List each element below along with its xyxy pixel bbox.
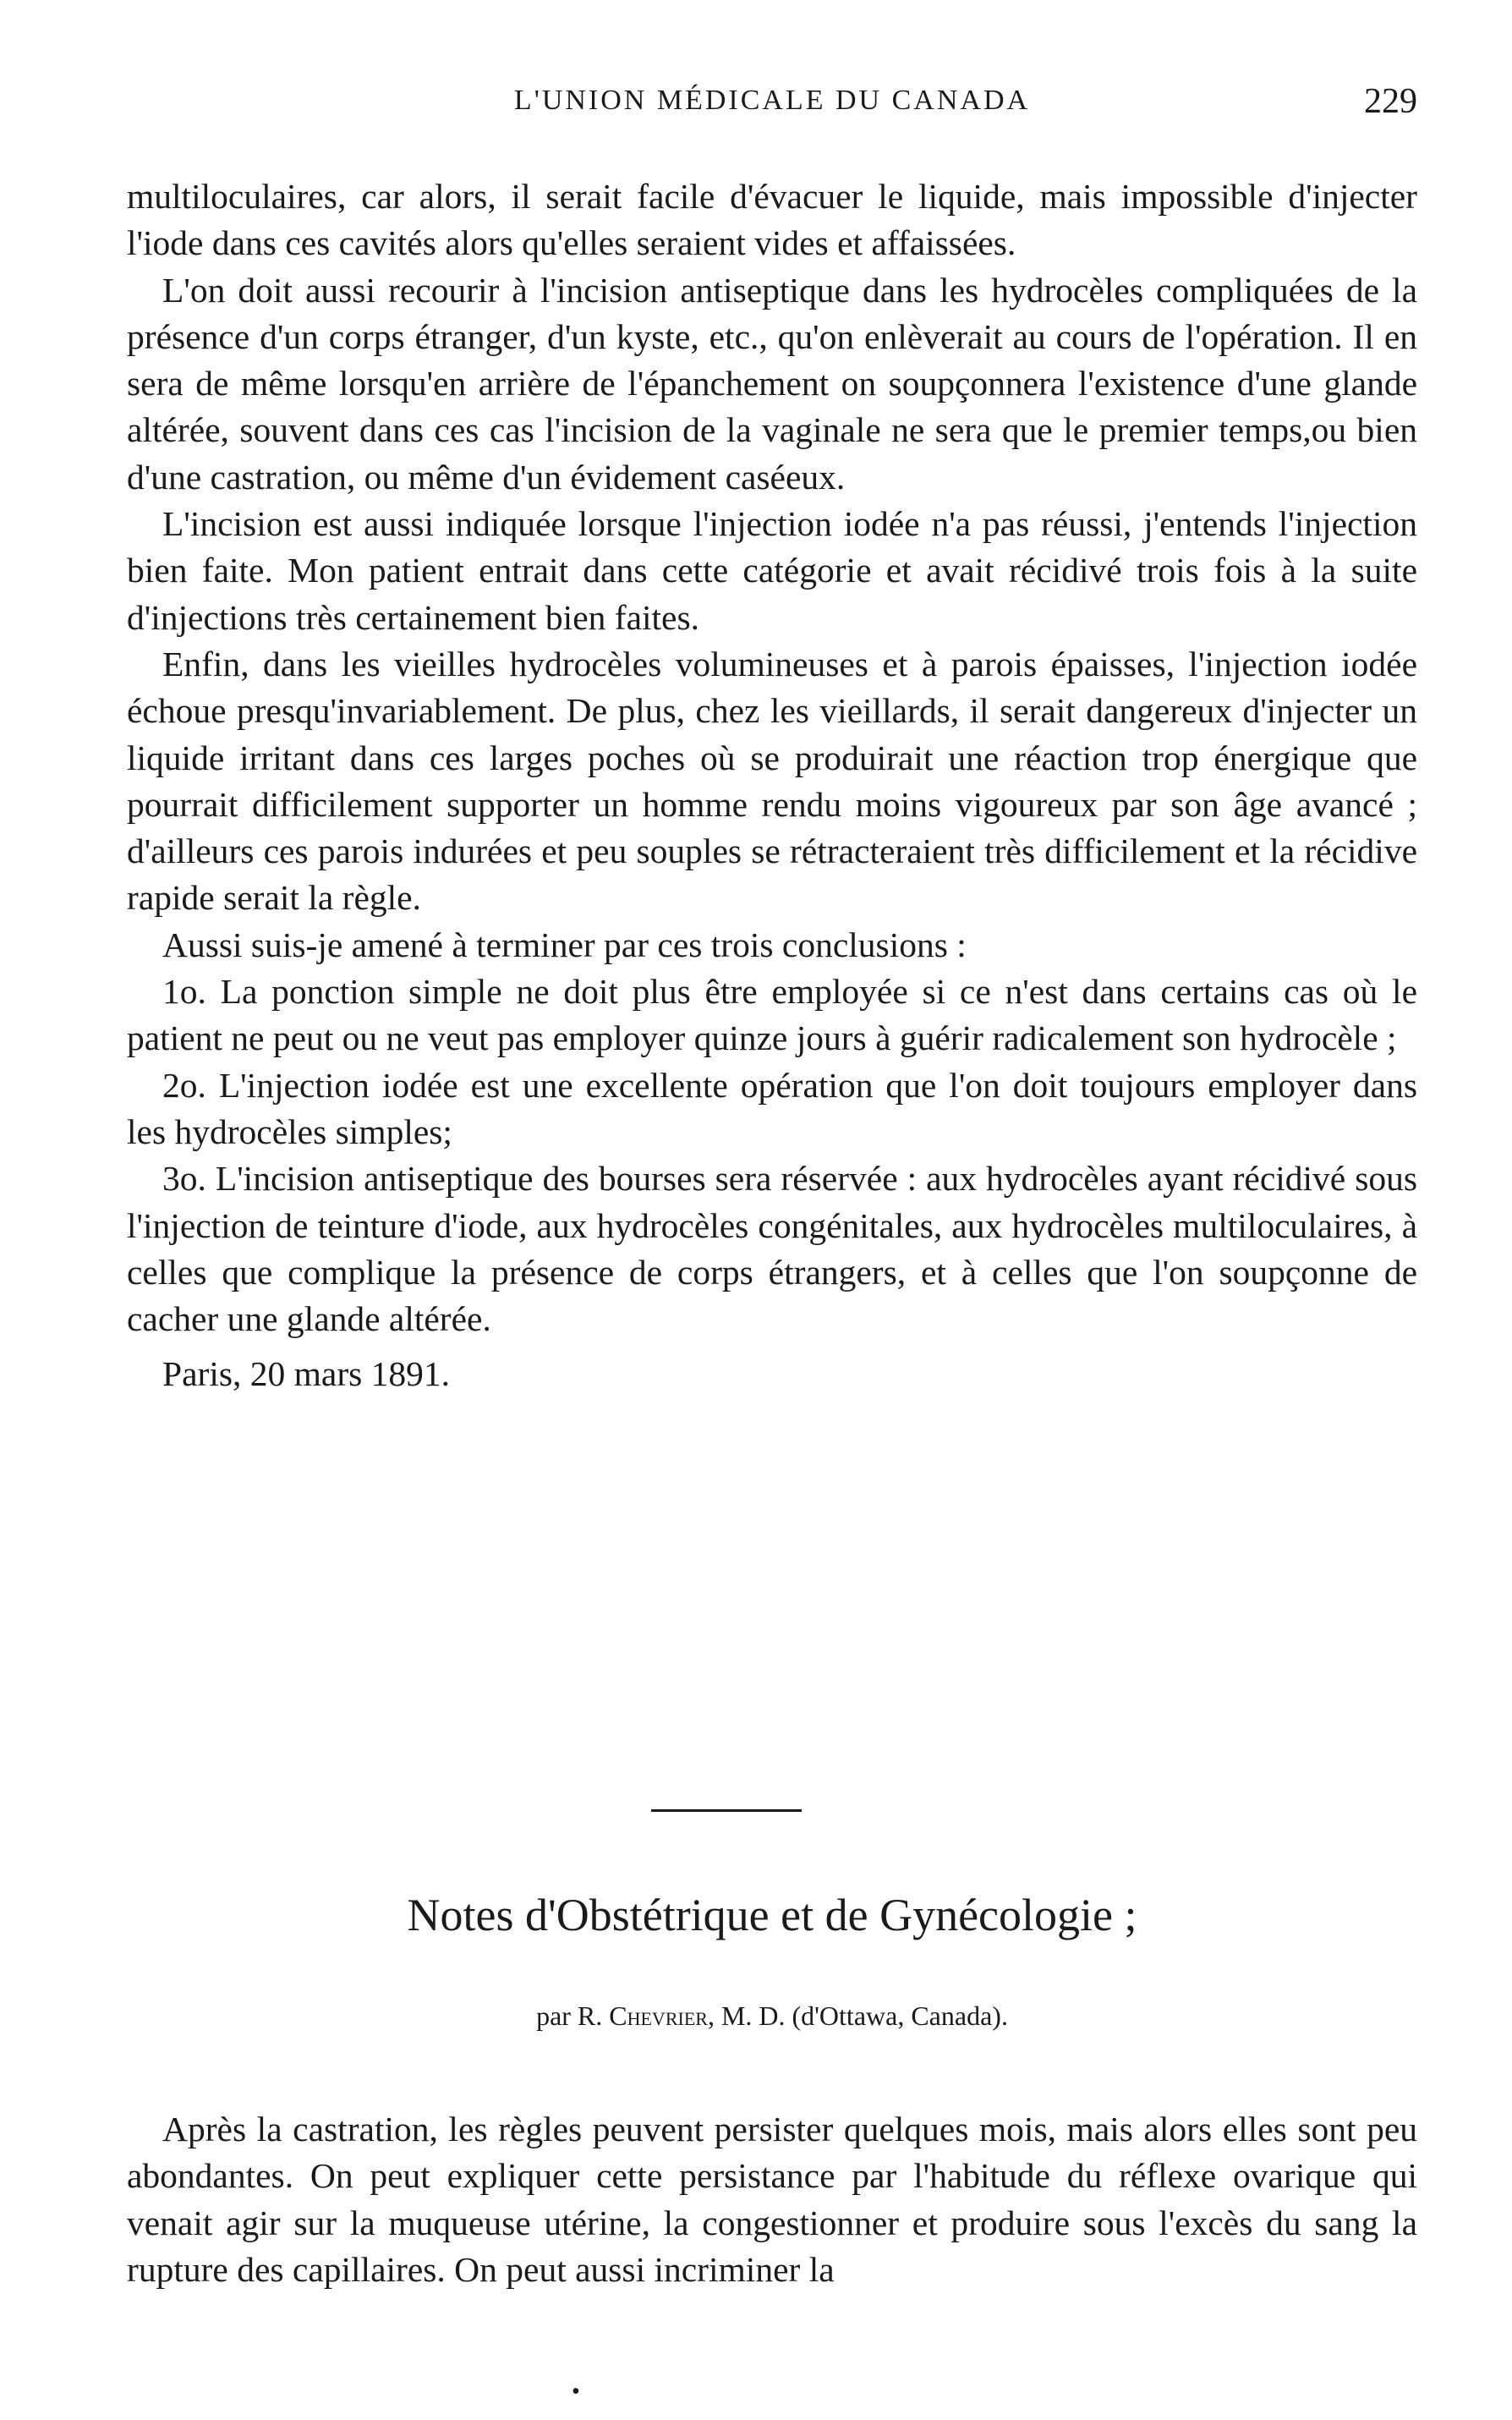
byline-author: Chevrier [609, 2000, 708, 2031]
paragraph-old-hydroceles: Enfin, dans les vieilles hydrocèles volumineuses et à parois épaisses, l'injection iodée échoue presqu'invariablement. De plus, chez les vieillards, il serait dangereux d'injecter un liquide irritant dans ces larges poches où se produirait une réaction trop énergique que pourrait difficilement supporter un homme rendu moins vigoureux par son âge avancé ; d'ailleurs ces parois indurées et peu souples se rétracteraient très difficilement et la récidive rapide serait la règle. [127, 644, 1417, 918]
byline [127, 2000, 1417, 2032]
date-line: Paris, 20 mars 1891. [162, 1354, 451, 1394]
article-body [127, 173, 1417, 1398]
running-title: L'UNION MÉDICALE DU CANADA [513, 85, 1031, 116]
byline-rest: , M. D. (d'Ottawa, Canada). [707, 2000, 1008, 2031]
conclusion-1: 1o. La ponction simple ne doit plus être employée si ce n'est dans certains cas où le patient ne peut ou ne veut pas employer quinze jours à guérir radicalement son hydrocèle ; [127, 972, 1417, 1058]
page-number: 229 [1364, 82, 1417, 121]
section-body [127, 2106, 1417, 2293]
conclusion-3: 3o. L'incision antiseptique des bourses sera réservée : aux hydrocèles ayant récidivé sous l'injection de teinture d'iode, aux hydrocèles congénitales, aux hydrocèles multiloculaires, à celles que complique la présence de corps étrangers, et à celles que l'on soupçonne de cacher une glande altérée. [127, 1159, 1417, 1339]
footer-mark: • [572, 2379, 580, 2405]
section-divider [651, 1809, 802, 1812]
paragraph-conclusions-intro: Aussi suis-je amené à terminer par ces trois conclusions : [162, 925, 967, 964]
page-header [127, 82, 1417, 127]
paragraph-castration: Après la castration, les règles peuvent persister quelques mois, mais alors elles sont peu abondantes. On peut expliquer cette persistance par l'habitude du réflexe ovarique qui venait agir sur la muqueuse utérine, la congestionner et produire sous l'excès du sang la rupture des capillaires. On peut aussi incriminer la [127, 2110, 1417, 2289]
paragraph-continuation: multiloculaires, car alors, il serait facile d'évacuer le liquide, mais impossible d'injecter l'iode dans ces cavités alors qu'elles seraient vides et affaissées. [127, 177, 1417, 263]
section-title: Notes d'Obstétrique et de Gynécologie ; [407, 1890, 1137, 1940]
byline-prefix: par R. [536, 2000, 603, 2031]
paragraph-incision-complicated: L'on doit aussi recourir à l'incision antiseptique dans les hydrocèles compliquées de la présence d'un corps étranger, d'un kyste, etc., qu'on enlèverait au cours de l'opération. Il en sera de même lorsqu'en arrière de l'épanchement on soupçonnera l'existence d'une glande altérée, souvent dans ces cas l'incision de la vaginale ne sera que le premier temps,ou bien d'une castration, ou même d'un évidement caséeux. [127, 270, 1417, 497]
paragraph-incision-failure: L'incision est aussi indiquée lorsque l'injection iodée n'a pas réussi, j'entends l'injection bien faite. Mon patient entrait dans cette catégorie et avait récidivé trois fois à la suite d'injections très certainement bien faites. [127, 504, 1417, 637]
conclusion-2: 2o. L'injection iodée est une excellente opération que l'on doit toujours employer dans les hydrocèles simples; [127, 1065, 1417, 1151]
